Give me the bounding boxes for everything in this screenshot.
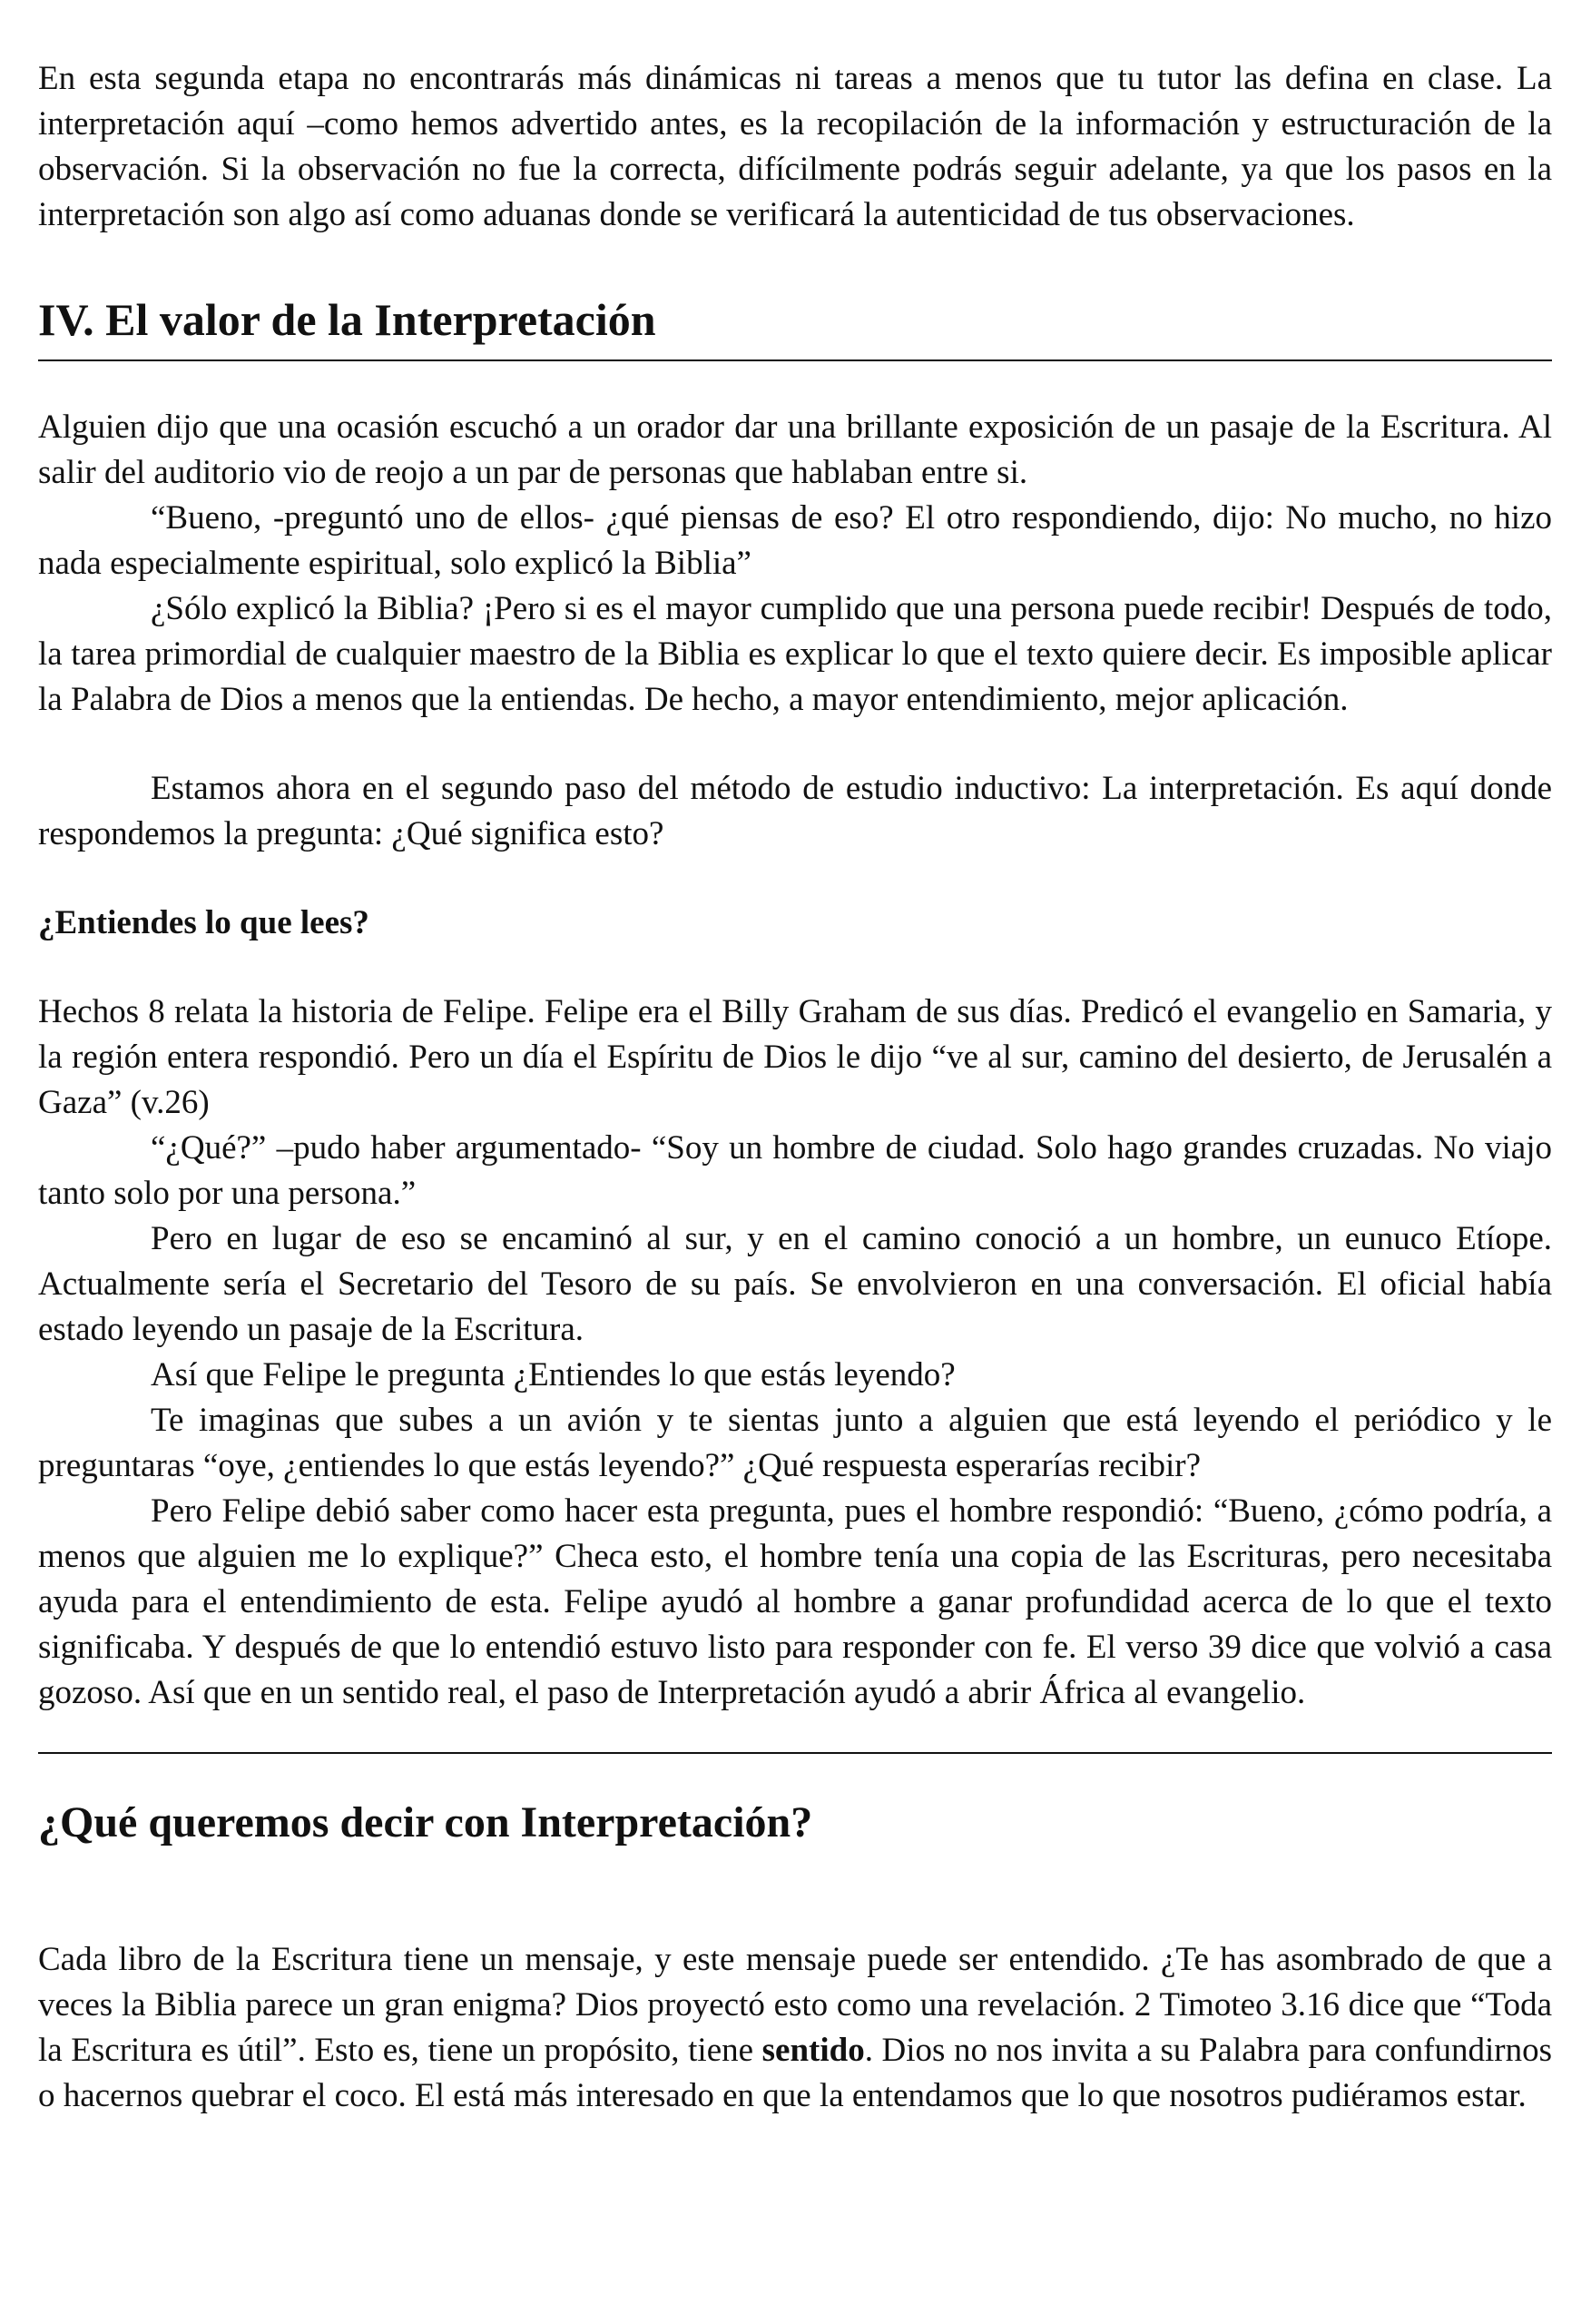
entiendes-heading: ¿Entiendes lo que lees? (38, 904, 369, 941)
section-iv-paragraph: Estamos ahora en el segundo paso del método de estudio inductivo: La interpretación. Es aquí donde respondemos la pregunta: ¿Qué significa esto? (38, 770, 1552, 852)
section-iv-paragraph: ¿Sólo explicó la Biblia? ¡Pero si es el mayor cumplido que una persona puede recibir! Después de todo, la tarea primordial de cualquier maestro de la Biblia es explicar lo que el texto quiere decir. Es imposible aplicar la Palabra de Dios a menos que la entiendas. De hecho, a mayor entendimiento, mejor aplicación. (38, 590, 1552, 718)
entiendes-paragraph: Pero en lugar de eso se encaminó al sur, y en el camino conoció a un hombre, un eunuco Etíope. Actualmente sería el Secretario del Tesoro de su país. Se envolvieron en una conversación. El oficial había estado leyendo un pasaje de la Escritura. (38, 1220, 1552, 1348)
entiendes-paragraph: “¿Qué?” –pudo haber argumentado- “Soy un hombre de ciudad. Solo hago grandes cruzadas. No viajo tanto solo por una persona.” (38, 1129, 1552, 1212)
entiendes-paragraph: Así que Felipe le pregunta ¿Entiendes lo que estás leyendo? (151, 1356, 956, 1393)
section-iv-paragraph: Alguien dijo que una ocasión escuchó a un orador dar una brillante exposición de un pasaje de la Escritura. Al salir del auditorio vio de reojo a un par de personas que hablaban entre si. (38, 409, 1552, 491)
que-queremos-heading: ¿Qué queremos decir con Interpretación? (38, 1798, 813, 1846)
que-queremos-paragraph (38, 1937, 1552, 2119)
bold-word-sentido: sentido (761, 2032, 865, 2069)
section-iv-paragraph: “Bueno, -preguntó uno de ellos- ¿qué piensas de eso? El otro respondiendo, dijo: No mucho, no hizo nada especialmente espiritual, solo explicó la Biblia” (38, 499, 1552, 582)
entiendes-paragraph: Pero Felipe debió saber como hacer esta pregunta, pues el hombre respondió: “Bueno, ¿cómo podría, a menos que alguien me lo explique?” Checa esto, el hombre tenía una copia de las Escrituras, pero necesitaba ayuda para el entendimiento de esta. Felipe ayudó al hombre a ganar profundidad acerca de lo que el texto significaba. Y después de que lo entendió estuvo listo para responder con fe. El verso 39 dice que volvió a casa gozoso. Así que en un sentido real, el paso de Interpretación ayudó a abrir África al evangelio. (38, 1492, 1552, 1711)
entiendes-paragraph: Hechos 8 relata la historia de Felipe. Felipe era el Billy Graham de sus días. Predicó el evangelio en Samaria, y la región entera respondió. Pero un día el Espíritu de Dios le dijo “ve al sur, camino del desierto, de Jerusalén a Gaza” (v.26) (38, 993, 1552, 1121)
document-page (38, 56, 1552, 2119)
paragraph-text: Cada libro de la Escritura tiene un mensaje, y este mensaje puede ser entendido. ¿Te has asombrado de que a veces la Biblia parece un gran enigma? Dios proyectó esto como una revelación. 2 Timoteo 3.16 dice que “Toda la Escritura es útil”. Esto es, tiene un propósito, tiene (38, 1941, 1552, 2069)
entiendes-paragraph: Te imaginas que subes a un avión y te sientas junto a alguien que está leyendo el periódico y le preguntaras “oye, ¿entiendes lo que estás leyendo?” ¿Qué respuesta esperarías recibir? (38, 1402, 1552, 1484)
paragraph-text: . Dios no nos invita a su Palabra para confundirnos o hacernos quebrar el coco. El está más interesado en que la entendamos que lo que nosotros pudiéramos estar. (38, 2032, 1552, 2114)
section-iv-heading: IV. El valor de la Interpretación (38, 290, 1552, 361)
intro-paragraph: En esta segunda etapa no encontrarás más dinámicas ni tareas a menos que tu tutor las defina en clase. La interpretación aquí –como hemos advertido antes, es la recopilación de la información y estructuración de la observación. Si la observación no fue la correcta, difícilmente podrás seguir adelante, ya que los pasos en la interpretación son algo así como aduanas donde se verificará la autenticidad de tus observaciones. (38, 60, 1552, 233)
